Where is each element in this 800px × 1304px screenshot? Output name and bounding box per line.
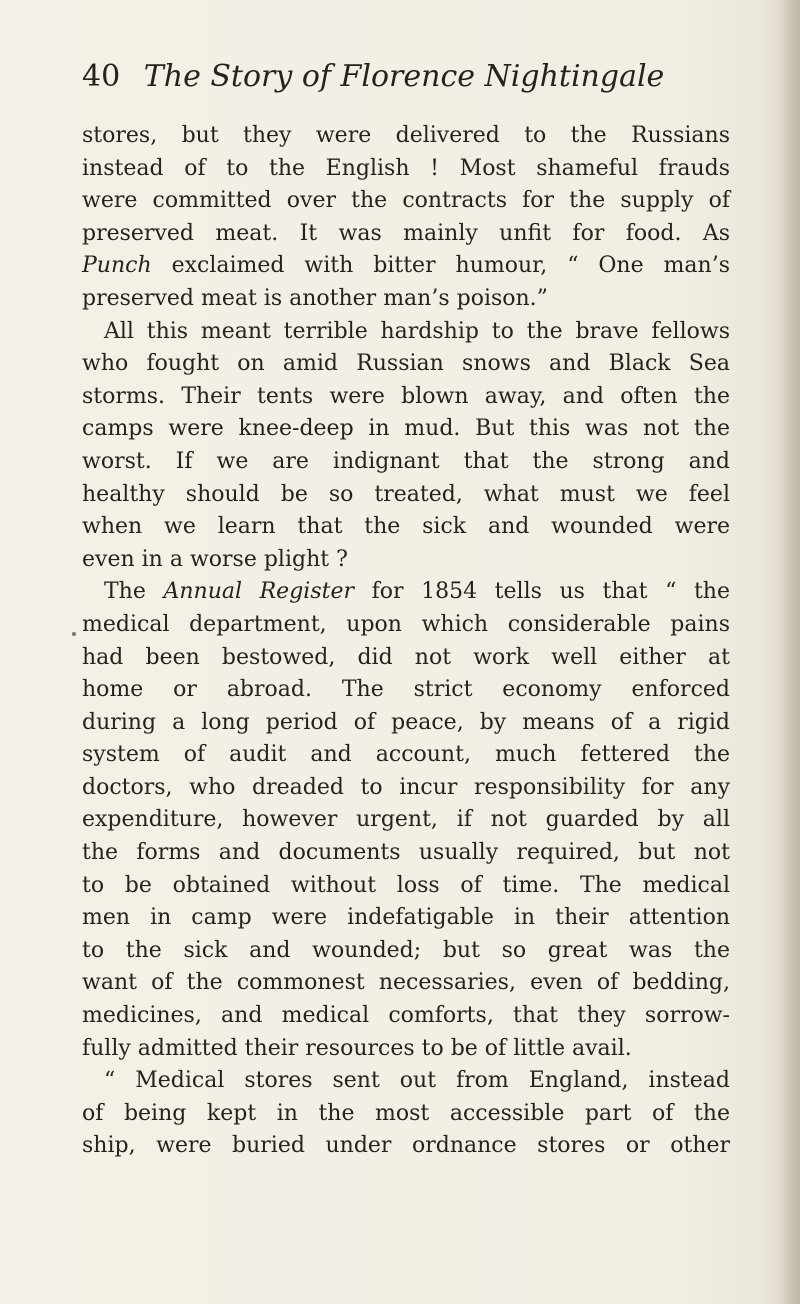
margin-speck [72,632,76,636]
text-line [82,185,730,218]
text-line [82,1130,730,1163]
text-line [82,544,730,577]
text-run: medicines, and medical comforts, that they sorrow- [82,1003,730,1029]
italic-text: Punch [82,253,152,279]
text-run: want of the commonest necessaries, even of bedding, [82,970,730,996]
text-line [82,902,730,935]
text-run: who fought on amid Russian snows and Black Sea [82,351,730,377]
text-run: the forms and documents usually required, but not [82,840,730,866]
text-run: instead of to the English ! Most shameful frauds [82,155,730,181]
text-line [82,642,730,675]
text-run: even in a worse plight ? [82,546,348,572]
text-line [82,1000,730,1033]
page-number: 40 [82,59,121,94]
text-line [82,250,730,283]
body-text [82,120,730,1163]
text-line [82,413,730,446]
text-run: storms. Their tents were blown away, and often the [82,383,730,409]
text-run: home or abroad. The strict economy enforced [82,677,730,703]
text-line [82,739,730,772]
text-run: stores, but they were delivered to the Russians [82,123,730,148]
text-run: worst. If we are indignant that the strong and [82,448,730,474]
text-line [82,804,730,837]
text-line [82,348,730,381]
text-run: during a long period of peace, by means of a rigid [82,709,730,735]
text-line [82,218,730,251]
text-line [82,1033,730,1066]
text-run: system of audit and account, much fettered the [82,742,730,768]
text-line [82,707,730,740]
text-line [82,316,730,349]
text-line [82,576,730,609]
text-line [82,609,730,642]
text-run: preserved meat. It was mainly unfit for food. As [82,220,730,246]
text-run: All this meant terrible hardship to the brave fellows [104,318,730,344]
text-run: doctors, who dreaded to incur responsibility for any [82,774,730,800]
text-run: when we learn that the sick and wounded were [82,514,730,540]
text-run: expenditure, however urgent, if not guarded by all [82,807,730,833]
text-run: men in camp were indefatigable in their attention [82,905,730,931]
text-line [82,120,730,153]
text-line [82,870,730,903]
text-run: fully admitted their resources to be of little avail. [82,1035,632,1061]
text-run: healthy should be so treated, what must we feel [82,481,730,507]
text-line [82,283,730,316]
running-header [82,60,664,94]
text-line [82,967,730,1000]
text-run: exclaimed with bitter humour, “ One man’s [151,253,730,279]
text-run: preserved meat is another man’s poison.” [82,285,548,311]
text-run: of being kept in the most accessible part of the [82,1100,730,1126]
text-run: “ Medical stores sent out from England, instead [104,1068,730,1094]
text-line [82,153,730,186]
text-line [82,772,730,805]
text-run: medical department, upon which considerable pains [82,611,730,637]
text-line [82,1098,730,1131]
text-line [82,381,730,414]
text-line [82,1065,730,1098]
text-run: camps were knee-deep in mud. But this was not the [82,416,730,442]
text-line [82,446,730,479]
text-run: were committed over the contracts for the supply of [82,188,730,214]
text-line [82,935,730,968]
text-run: had been bestowed, did not work well either at [82,644,730,670]
text-run: ship, were buried under ordnance stores or other [82,1133,730,1159]
text-run: The [104,579,164,605]
text-run: for 1854 tells us that “ the [353,579,730,605]
text-run: to be obtained without loss of time. The medical [82,872,730,898]
text-run: to the sick and wounded; but so great was the [82,937,730,963]
running-title: The Story of Florence Nightingale [143,59,665,94]
page-edge-shadow [778,0,800,1304]
text-line [82,511,730,544]
text-line [82,479,730,512]
italic-text: Annual Register [163,579,354,605]
text-line [82,674,730,707]
text-line [82,837,730,870]
